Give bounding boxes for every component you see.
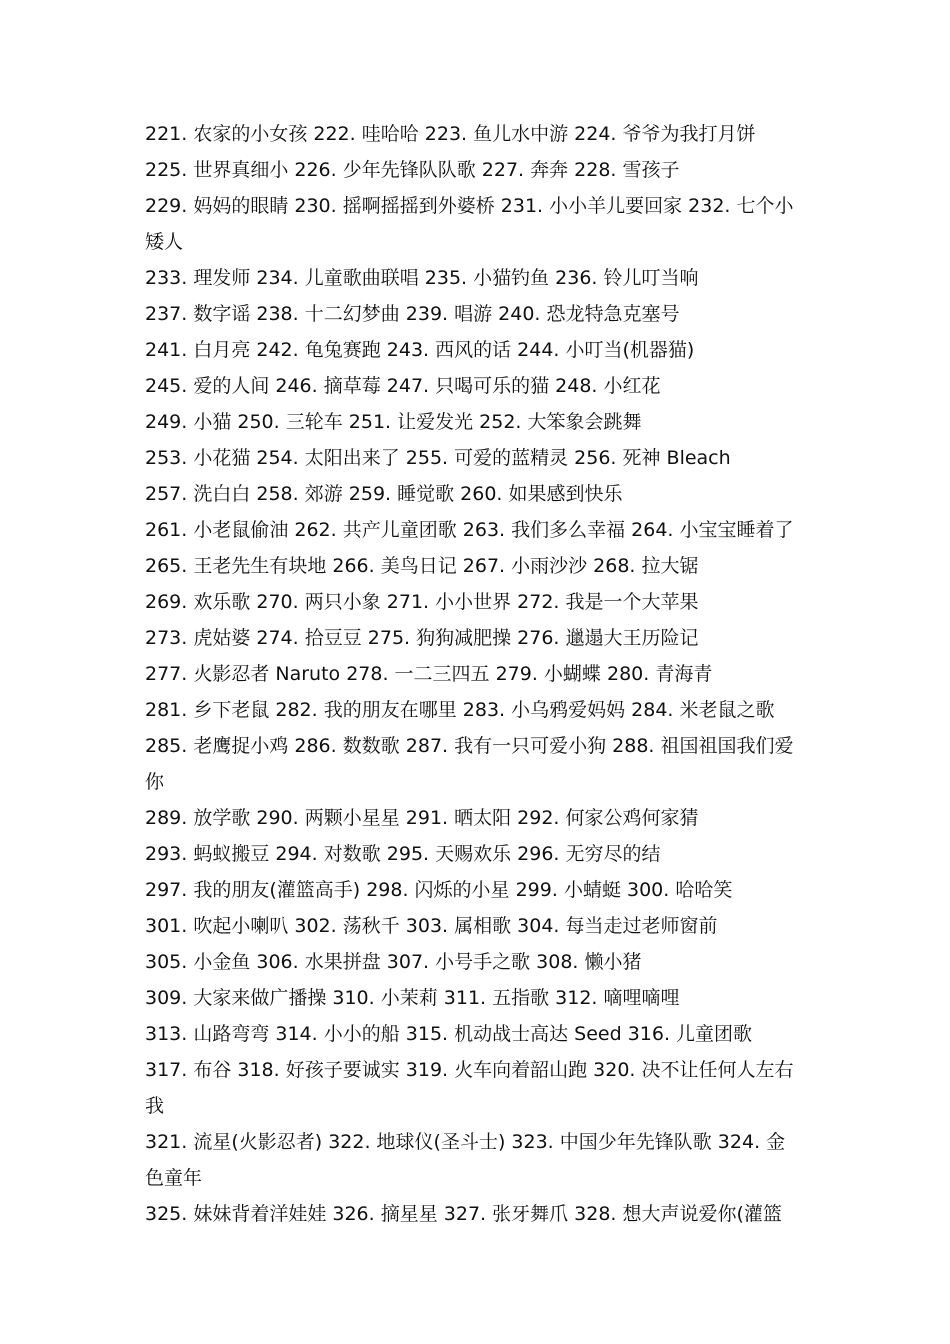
text-line: 矮人 bbox=[145, 231, 184, 253]
text-line: 265. 王老先生有块地 266. 美鸟日记 267. 小雨沙沙 268. 拉大锯 bbox=[145, 555, 699, 577]
text-line: 321. 流星(火影忍者) 322. 地球仪(圣斗士) 323. 中国少年先锋队歌 324. 金 bbox=[145, 1131, 786, 1153]
text-line: 301. 吹起小喇叭 302. 荡秋千 303. 属相歌 304. 每当走过老师窗前 bbox=[145, 915, 718, 937]
text-line: 色童年 bbox=[145, 1167, 203, 1189]
text-line: 我 bbox=[145, 1095, 165, 1117]
text-line: 309. 大家来做广播操 310. 小茉莉 311. 五指歌 312. 嘀哩嘀哩 bbox=[145, 987, 680, 1009]
text-line: 229. 妈妈的眼睛 230. 摇啊摇摇到外婆桥 231. 小小羊儿要回家 232. 七个小 bbox=[145, 195, 794, 217]
text-line: 273. 虎姑婆 274. 拾豆豆 275. 狗狗减肥操 276. 邋遢大王历险记 bbox=[145, 627, 699, 649]
text-line: 221. 农家的小女孩 222. 哇哈哈 223. 鱼儿水中游 224. 爷爷为我打月饼 bbox=[145, 123, 756, 145]
song-list bbox=[145, 116, 810, 1232]
text-line: 249. 小猫 250. 三轮车 251. 让爱发光 252. 大笨象会跳舞 bbox=[145, 411, 642, 433]
text-line: 257. 洗白白 258. 郊游 259. 睡觉歌 260. 如果感到快乐 bbox=[145, 483, 623, 505]
text-line: 261. 小老鼠偷油 262. 共产儿童团歌 263. 我们多么幸福 264. 小宝宝睡着了 bbox=[145, 519, 794, 541]
text-line: 293. 蚂蚁搬豆 294. 对数歌 295. 天赐欢乐 296. 无穷尽的结 bbox=[145, 843, 661, 865]
text-line: 269. 欢乐歌 270. 两只小象 271. 小小世界 272. 我是一个大苹果 bbox=[145, 591, 699, 613]
text-line: 285. 老鹰捉小鸡 286. 数数歌 287. 我有一只可爱小狗 288. 祖国祖国我们爱 bbox=[145, 735, 794, 757]
text-line: 289. 放学歌 290. 两颗小星星 291. 晒太阳 292. 何家公鸡何家猜 bbox=[145, 807, 699, 829]
text-line: 241. 白月亮 242. 龟兔赛跑 243. 西风的话 244. 小叮当(机器猫) bbox=[145, 339, 695, 361]
text-line: 你 bbox=[145, 771, 165, 793]
text-line: 325. 妹妹背着洋娃娃 326. 摘星星 327. 张牙舞爪 328. 想大声说爱你(灌篮 bbox=[145, 1203, 782, 1225]
text-line: 297. 我的朋友(灌篮高手) 298. 闪烁的小星 299. 小蜻蜓 300. 哈哈笑 bbox=[145, 879, 733, 901]
text-line: 233. 理发师 234. 儿童歌曲联唱 235. 小猫钓鱼 236. 铃儿叮当响 bbox=[145, 267, 699, 289]
text-line: 313. 山路弯弯 314. 小小的船 315. 机动战士高达 Seed 316. 儿童团歌 bbox=[145, 1023, 753, 1045]
text-line: 245. 爱的人间 246. 摘草莓 247. 只喝可乐的猫 248. 小红花 bbox=[145, 375, 661, 397]
text-line: 277. 火影忍者 Naruto 278. 一二三四五 279. 小蝴蝶 280. 青海青 bbox=[145, 663, 713, 685]
text-line: 237. 数字谣 238. 十二幻梦曲 239. 唱游 240. 恐龙特急克塞号 bbox=[145, 303, 680, 325]
text-line: 317. 布谷 318. 好孩子要诚实 319. 火车向着韶山跑 320. 决不让任何人左右 bbox=[145, 1059, 794, 1081]
text-line: 281. 乡下老鼠 282. 我的朋友在哪里 283. 小乌鸦爱妈妈 284. 米老鼠之歌 bbox=[145, 699, 775, 721]
text-line: 225. 世界真细小 226. 少年先锋队队歌 227. 奔奔 228. 雪孩子 bbox=[145, 159, 680, 181]
text-line: 305. 小金鱼 306. 水果拼盘 307. 小号手之歌 308. 懒小猪 bbox=[145, 951, 642, 973]
text-line: 253. 小花猫 254. 太阳出来了 255. 可爱的蓝精灵 256. 死神 Bleach bbox=[145, 447, 731, 469]
